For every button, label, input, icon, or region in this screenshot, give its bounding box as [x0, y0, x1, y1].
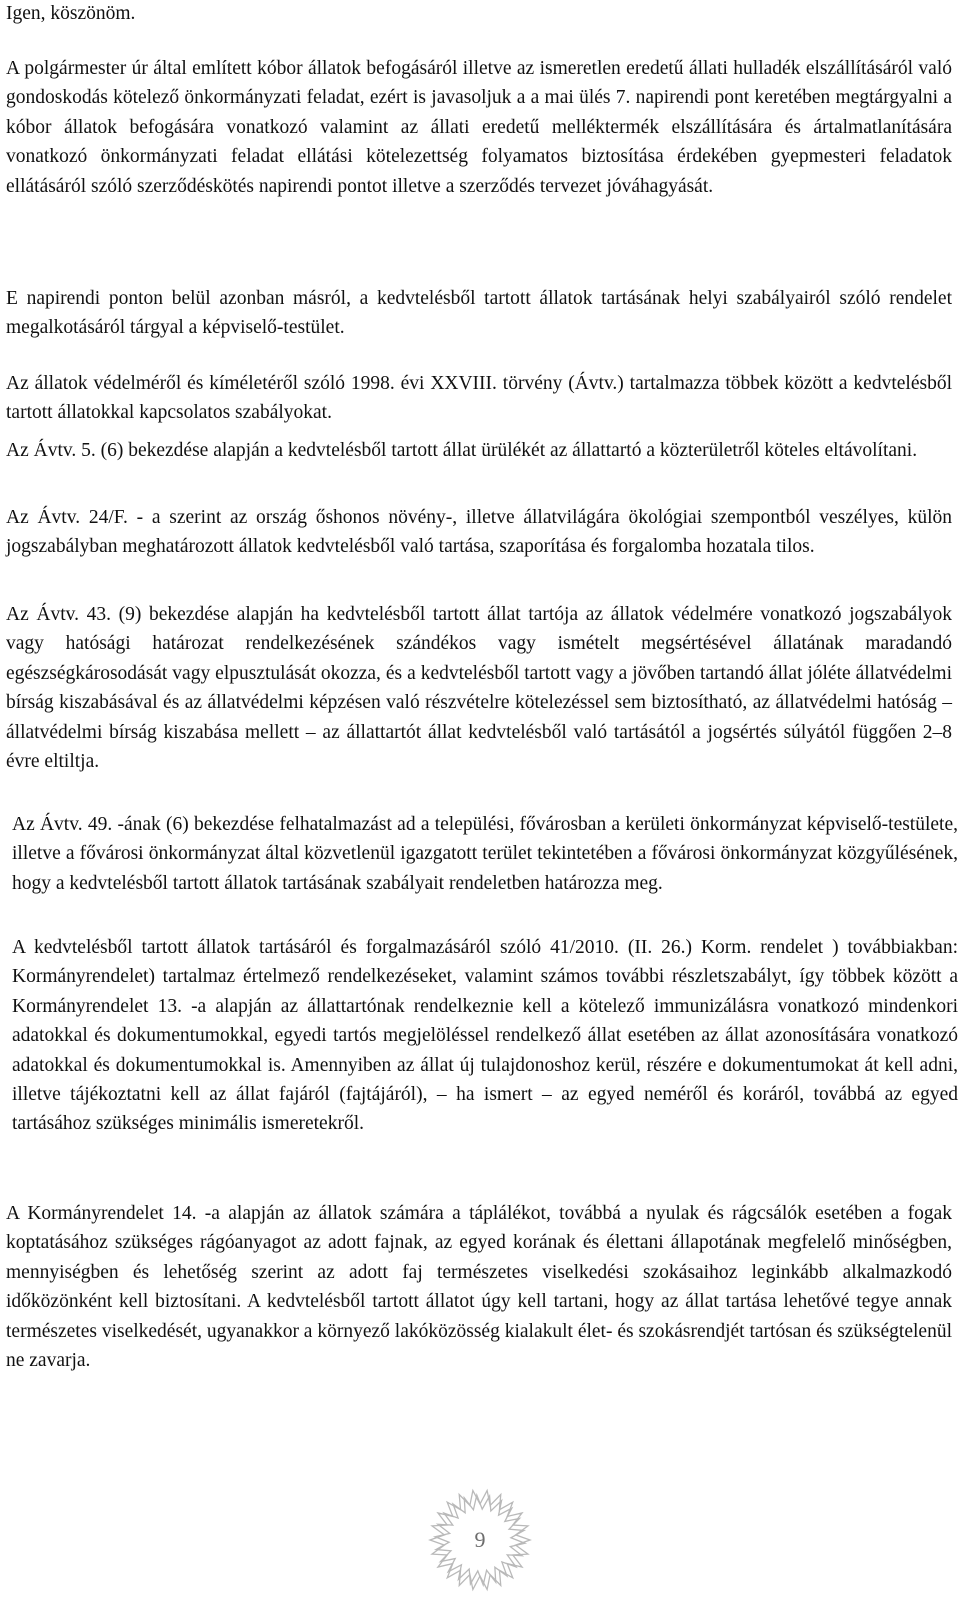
- paragraph-9: A Kormányrendelet 14. -a alapján az állatok számára a táplálékot, továbbá a nyulak és rágcsálók esetében a fogak koptatásához szükséges rágóanyagot az adott fajnak, az egyed korának és élettani állapotának megfelelő minőségben, mennyiségben és lehetőség szerint az adott faj természetes viselkedési szokásaihoz leginkább alkalmazkodó időközönként kell biztosítani. A kedvtelésből tartott állatot úgy kell tartani, hogy az állat tartása lehetővé tegye annak természetes viselkedését, ugyanakkor a környező lakóközösség kialakult élet- és szokásrendjét tartósan és szükségtelenül ne zavarja.: [6, 1203, 952, 1372]
- paragraph-1: A polgármester úr által említett kóbor állatok befogásáról illetve az ismeretlen eredetű állati hulladék elszállításáról való gondoskodás kötelező önkormányzati feladat, ezért is javasoljuk a a mai ülés 7. napirendi pont keretében megtárgyalni a kóbor állatok befogására vonatkozó valamint az állati eredetű melléktermék elszállítására és ártalmatlanítására vonatkozó önkormányzati feladat ellátási kötelezettség folyamatos biztosítása érdekében gyepmesteri feladatok ellátásáról szóló szerződéskötés napirendi pontot illetve a szerződés tervezet jóváhagyását.: [6, 58, 952, 197]
- paragraph-6: Az Ávtv. 43. (9) bekezdése alapján ha kedvtelésből tartott állat tartója az állatok védelmére vonatkozó jogszabályok vagy hatósági határozat rendelkezésének szándékos vagy ismételt megsértésével állatának maradandó egészségkárosodását vagy elpusztulását okozza, és a kedvtelésből tartott vagy a jövőben tartandó állat jóléte állatvédelmi bírság kiszabásával és az állatvédelmi képzésen való részvételre kötelezéssel sem biztosítható, az állatvédelmi hatóság – állatvédelmi bírság kiszabása mellett – az állattartót állat kedvtelésből való tartásától a jogsértés súlyától függően 2–8 évre eltiltja.: [6, 604, 952, 773]
- page-number-badge: [420, 1480, 540, 1600]
- paragraph-4: Az Ávtv. 5. (6) bekezdése alapján a kedvtelésből tartott állat ürülékét az állattartó a közterületről köteles eltávolítani.: [6, 440, 918, 461]
- paragraph-5: Az Ávtv. 24/F. - a szerint az ország őshonos növény-, illetve állatvilágára ökológiai szempontból veszélyes, külön jogszabályban meghatározott állatok kedvtelésből való tartása, szaporítása és forgalomba hozatala tilos.: [6, 507, 952, 558]
- page-number: 9: [474, 1527, 486, 1552]
- paragraph-3: Az állatok védelméről és kíméletéről szóló 1998. évi XXVIII. törvény (Ávtv.) tartalmazza többek között a kedvtelésből tartott állatokkal kapcsolatos szabályokat.: [6, 373, 952, 424]
- paragraph-2: E napirendi ponton belül azonban másról, a kedvtelésből tartott állatok tartásának helyi szabályairól szóló rendelet megalkotásáról tárgyal a képviselő-testület.: [6, 288, 952, 339]
- paragraph-8: A kedvtelésből tartott állatok tartásáról és forgalmazásáról szóló 41/2010. (II. 26.) Korm. rendelet ) továbbiakban: Kormányrendelet) tartalmaz értelmező rendelkezéseket, valamint számos további részletszabályt, így többek között a Kormányrendelet 13. -a alapján az állattartónak rendelkeznie kell a kötelező immunizálásra vonatkozó mindenkori adatokkal és dokumentumokkal, egyedi tartós megjelöléssel rendelkező állat esetében az állat azonosítására vonatkozó adatokkal és dokumentumokkal is. Amennyiben az állat új tulajdonoshoz kerül, részére e dokumentumokat át kell adni, illetve tájékoztatni kell az állat fajáról (fajtájáról), – ha ismert – az egyed neméről és koráról, továbbá az egyed tartásához szükséges minimális ismeretekről.: [12, 937, 958, 1135]
- paragraph-7: Az Ávtv. 49. -ának (6) bekezdése felhatalmazást ad a települési, fővárosban a kerületi önkormányzat képviselő-testülete, illetve a fővárosi önkormányzat által közvetlenül igazgatott terület tekintetében a fővárosi önkormányzat közgyűlésének, hogy a kedvtelésből tartott állatok tartásának szabályait rendeletben határozza meg.: [12, 814, 958, 894]
- greeting-line: Igen, köszönöm.: [6, 3, 136, 24]
